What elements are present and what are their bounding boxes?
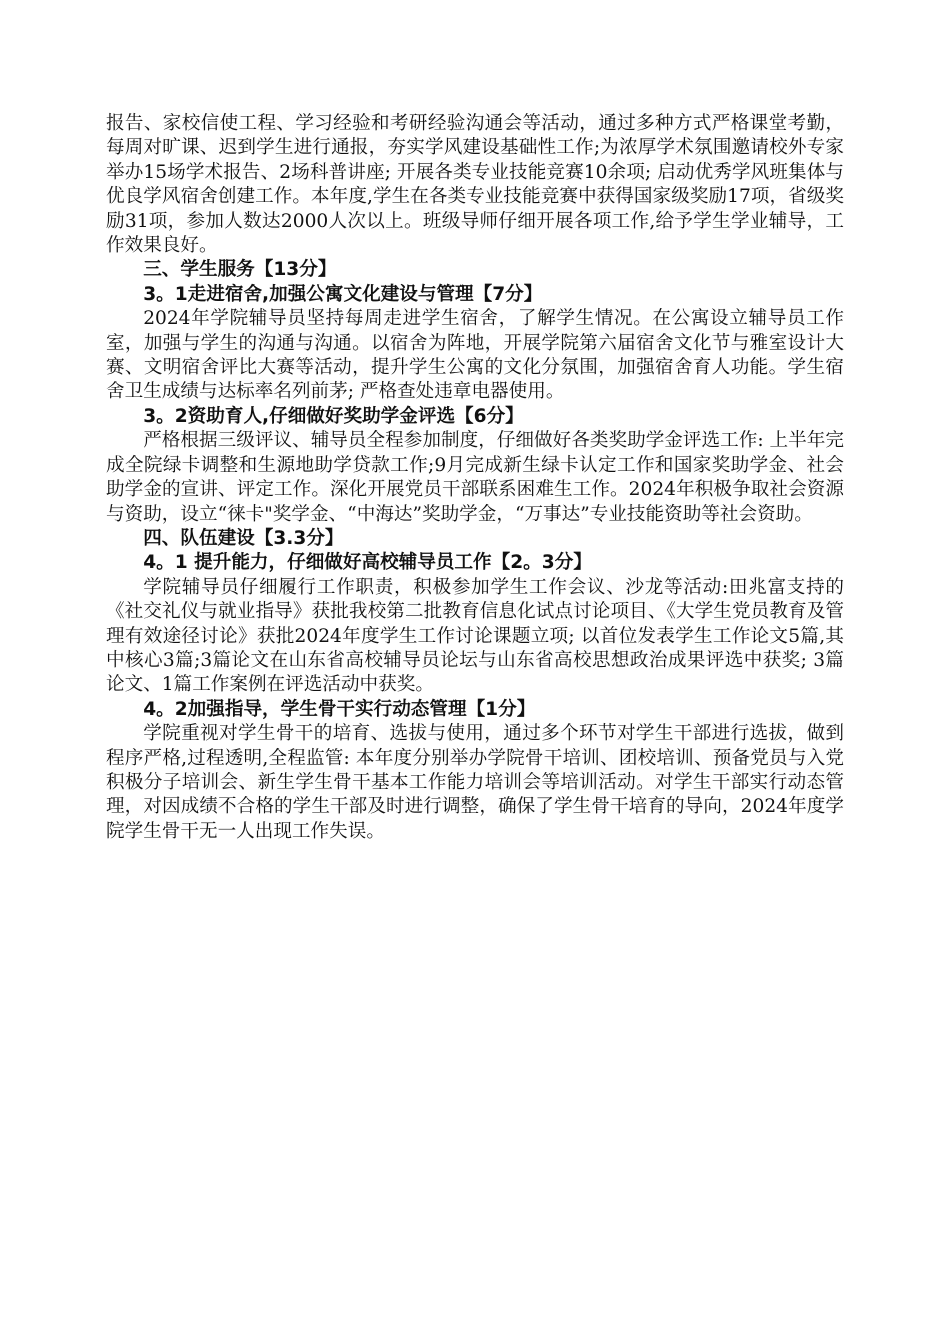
document-page xyxy=(106,112,844,844)
subsection-3-2-heading: 3。2资助育人,仔细做好奖助学金评选【6分】 xyxy=(143,405,524,427)
subsection-3-1-heading: 3。1走进宿舍,加强公寓文化建设与管理【7分】 xyxy=(143,283,543,305)
subsection-4-1-paragraph: 学院辅导员仔细履行工作职责，积极参加学生工作会议、沙龙等活动:田兆富支持的《社交礼仪与就业指导》获批我校第二批教育信息化试点讨论项目、《大学生党员教育及管理有效途径讨论》获批2024年度学生工作讨论课题立项; 以首位发表学生工作论文5篇,其中核心3篇;3篇论文在山东省高校辅导员论坛与山东省高校思想政治成果评选中获奖; 3篇论文、1篇工作案例在评选活动中获奖。 xyxy=(106,576,844,696)
subsection-3-2-paragraph: 严格根据三级评议、辅导员全程参加制度，仔细做好各类奖助学金评选工作: 上半年完成全院绿卡调整和生源地助学贷款工作;9月完成新生绿卡认定工作和国家奖助学金、社会助学金的宣讲、评定工作。深化开展党员干部联系困难生工作。2024年积极争取社会资源与资助，设立“徕卡"奖学金、“中海达”奖助学金，“万事达”专业技能资助等社会资助。 xyxy=(106,430,844,525)
subsection-3-1-paragraph: 2024年学院辅导员坚持每周走进学生宿舍，了解学生情况。在公寓设立辅导员工作室，加强与学生的沟通与沟通。以宿舍为阵地，开展学院第六届宿舍文化节与雅室设计大赛、文明宿舍评比大赛等活动，提升学生公寓的文化分氛围，加强宿舍育人功能。学生宿舍卫生成绩与达标率名列前茅; 严格查处违章电器使用。 xyxy=(106,308,844,403)
intro-paragraph: 报告、家校信使工程、学习经验和考研经验沟通会等活动，通过多种方式严格课堂考勤，每周对旷课、迟到学生进行通报，夯实学风建设基础性工作;为浓厚学术氛围邀请校外专家举办15场学术报告、2场科普讲座; 开展各类专业技能竞赛10余项; 启动优秀学风班集体与优良学风宿舍创建工作。本年度,学生在各类专业技能竞赛中获得国家级奖励17项，省级奖励31项，参加人数达2000人次以上。班级导师仔细开展各项工作,给予学生学业辅导，工作效果良好。 xyxy=(106,113,844,257)
subsection-4-2-paragraph: 学院重视对学生骨干的培育、选拔与使用，通过多个环节对学生干部进行选拔，做到程序严格,过程透明,全程监管: 本年度分别举办学院骨干培训、团校培训、预备党员与入党积极分子培训会、新生学生骨干基本工作能力培训会等培训活动。对学生干部实行动态管理，对因成绩不合格的学生干部及时进行调整，确保了学生骨干培育的导向，2024年度学院学生骨干无一人出现工作失误。 xyxy=(106,723,844,842)
subsection-4-2-heading: 4。2加强指导，学生骨干实行动态管理【1分】 xyxy=(143,698,536,720)
section3-heading: 三、学生服务【13分】 xyxy=(143,259,337,281)
section4-heading: 四、队伍建设【3.3分】 xyxy=(143,527,344,549)
subsection-4-1-heading: 4。1 提升能力，仔细做好高校辅导员工作【2。3分】 xyxy=(143,552,592,574)
